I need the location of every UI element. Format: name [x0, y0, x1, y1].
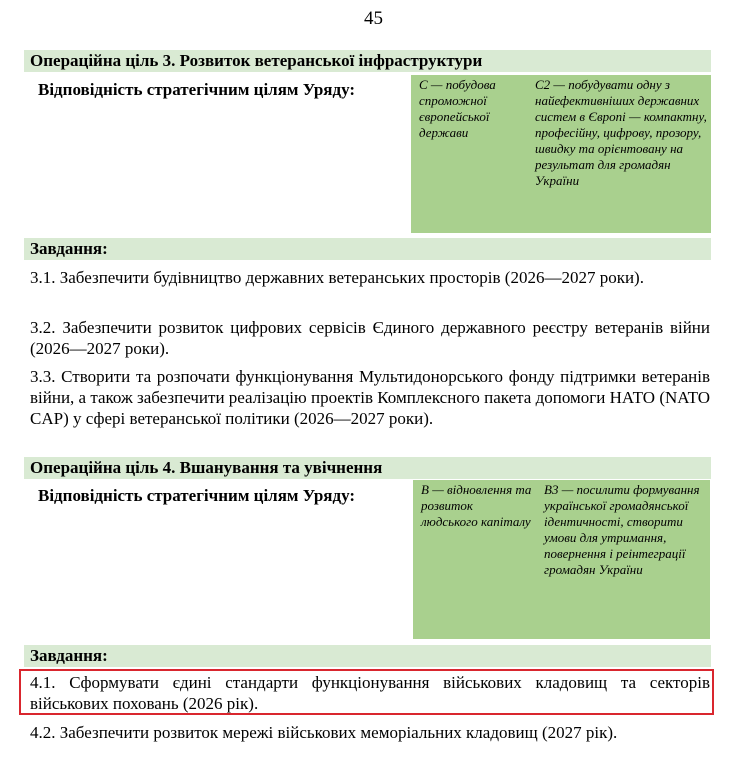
task-highlight-box [19, 669, 714, 715]
goal4-tasks-label: Завдання: [24, 645, 711, 667]
goal3-title: Операційна ціль 3. Розвиток ветеранської інфраструктури [24, 50, 711, 72]
goal4-title: Операційна ціль 4. Вшанування та увічнення [24, 457, 711, 479]
goal3-task-3: 3.3. Створити та розпочати функціонування Мультидонорського фонду підтримки ветеранів війни, а також забезпечити реалізацію проектів Комплексного пакета допомоги НАТО (NATO CAP) у сфері ветеранської політики (2026—2027 роки). [30, 367, 711, 428]
goal4-task-2: 4.2. Забезпечити розвиток мережі військових меморіальних кладовищ (2027 рік). [30, 723, 618, 742]
goal4-task-1: 4.1. Сформувати єдині стандарти функціонування військових кладовищ та секторів військових поховань (2026 рік). [30, 673, 710, 713]
goal4-compliance-label: Відповідність стратегічним цілям Уряду: [38, 486, 356, 505]
goal3-task-1: 3.1. Забезпечити будівництво державних ветеранських просторів (2026—2027 роки). [30, 268, 644, 287]
goal3-tasks-label: Завдання: [24, 238, 711, 260]
goal3-goal-b: С2 — побудувати одну з найефективніших державних систем в Європі — компактну, професійну, цифрову, прозору, швидку та орієнтовану на результат для громадян України [535, 77, 707, 188]
goal3-strategic-goals [411, 75, 711, 233]
goal3-task-2: 3.2. Забезпечити розвиток цифрових сервісів Єдиного державного реєстру ветеранів війни (2026—2027 роки). [30, 318, 710, 358]
goal3-compliance-label: Відповідність стратегічним цілям Уряду: [38, 80, 356, 99]
goal4-goal-b: В3 — посилити формування української громадянської ідентичності, створити умови для утримання, повернення і реінтеграції громадян України [544, 482, 700, 577]
goal4-strategic-goals [413, 480, 710, 639]
goal3-goal-a: С — побудова спроможної європейської держави [419, 77, 496, 140]
goal4-goal-a: В — відновлення та розвиток людського капіталу [421, 482, 532, 529]
page-number: 45 [364, 8, 383, 29]
